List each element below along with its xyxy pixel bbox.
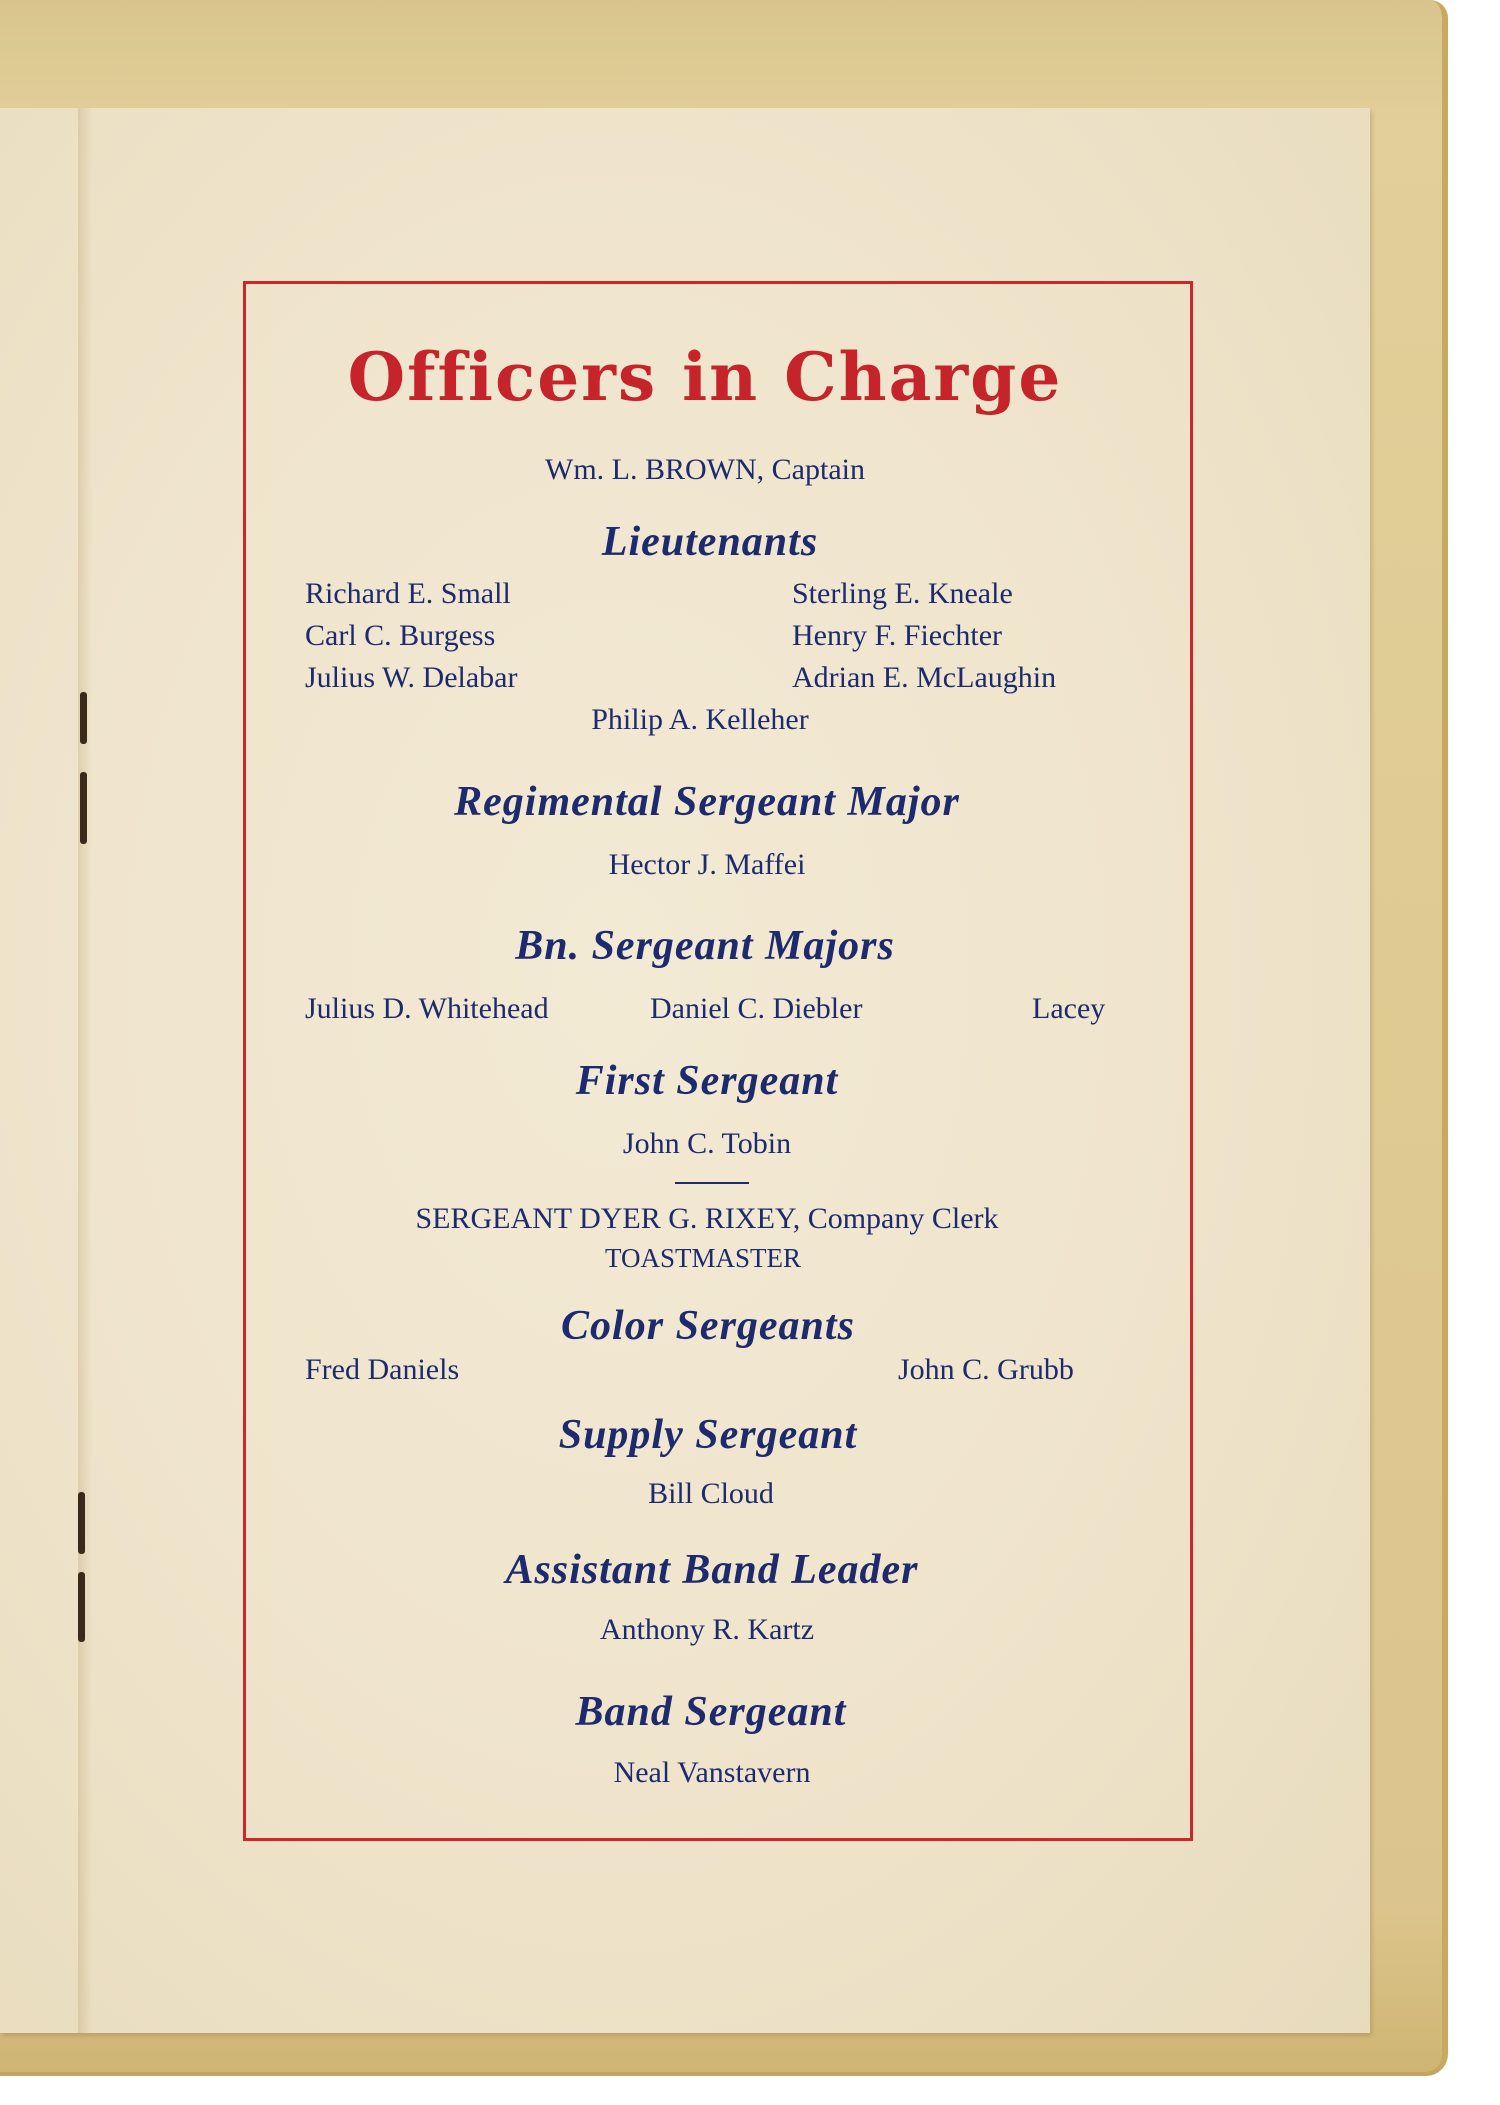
- color-sergeants-heading: Color Sergeants: [561, 1303, 855, 1349]
- supply-sergeant-heading: Supply Sergeant: [558, 1412, 858, 1458]
- bn-sergeant-majors-heading: Bn. Sergeant Majors: [515, 923, 895, 969]
- bn-sergeant-major-name: Lacey: [1032, 992, 1106, 1025]
- lieutenant-name: Philip A. Kelleher: [591, 703, 809, 736]
- first-sergeant-heading: First Sergeant: [575, 1058, 839, 1104]
- lieutenant-name: Richard E. Small: [305, 577, 511, 610]
- band-sergeant-heading: Band Sergeant: [575, 1689, 847, 1735]
- first-sergeant-name: John C. Tobin: [622, 1127, 792, 1160]
- regimental-sergeant-major-heading: Regimental Sergeant Major: [454, 779, 960, 825]
- lieutenant-name: Henry F. Fiechter: [792, 619, 1003, 652]
- regimental-sergeant-major-name: Hector J. Maffei: [608, 848, 806, 881]
- divider-rule: [675, 1182, 749, 1184]
- color-sergeant-name: John C. Grubb: [898, 1353, 1074, 1386]
- bn-sergeant-major-name: Daniel C. Diebler: [650, 992, 863, 1025]
- lieutenants-heading: Lieutenants: [601, 519, 819, 565]
- page-title: Officers in Charge: [347, 338, 1063, 416]
- color-sergeant-name: Fred Daniels: [305, 1353, 460, 1386]
- band-sergeant-name: Neal Vanstavern: [613, 1756, 811, 1789]
- toastmaster-label: TOASTMASTER: [604, 1243, 802, 1273]
- assistant-band-leader-heading: Assistant Band Leader: [505, 1547, 919, 1593]
- assistant-band-leader-name: Anthony R. Kartz: [599, 1613, 815, 1646]
- bn-sergeant-major-name: Julius D. Whitehead: [305, 992, 549, 1025]
- lieutenant-name: Julius W. Delabar: [305, 661, 518, 694]
- supply-sergeant-name: Bill Cloud: [648, 1477, 774, 1510]
- lieutenant-name: Adrian E. McLaughin: [792, 661, 1057, 694]
- captain-line: Wm. L. BROWN, Captain: [545, 453, 865, 486]
- lieutenant-name: Sterling E. Kneale: [792, 577, 1013, 610]
- company-clerk-line: SERGEANT DYER G. RIXEY, Company Clerk: [415, 1202, 999, 1235]
- lieutenant-name: Carl C. Burgess: [305, 619, 496, 652]
